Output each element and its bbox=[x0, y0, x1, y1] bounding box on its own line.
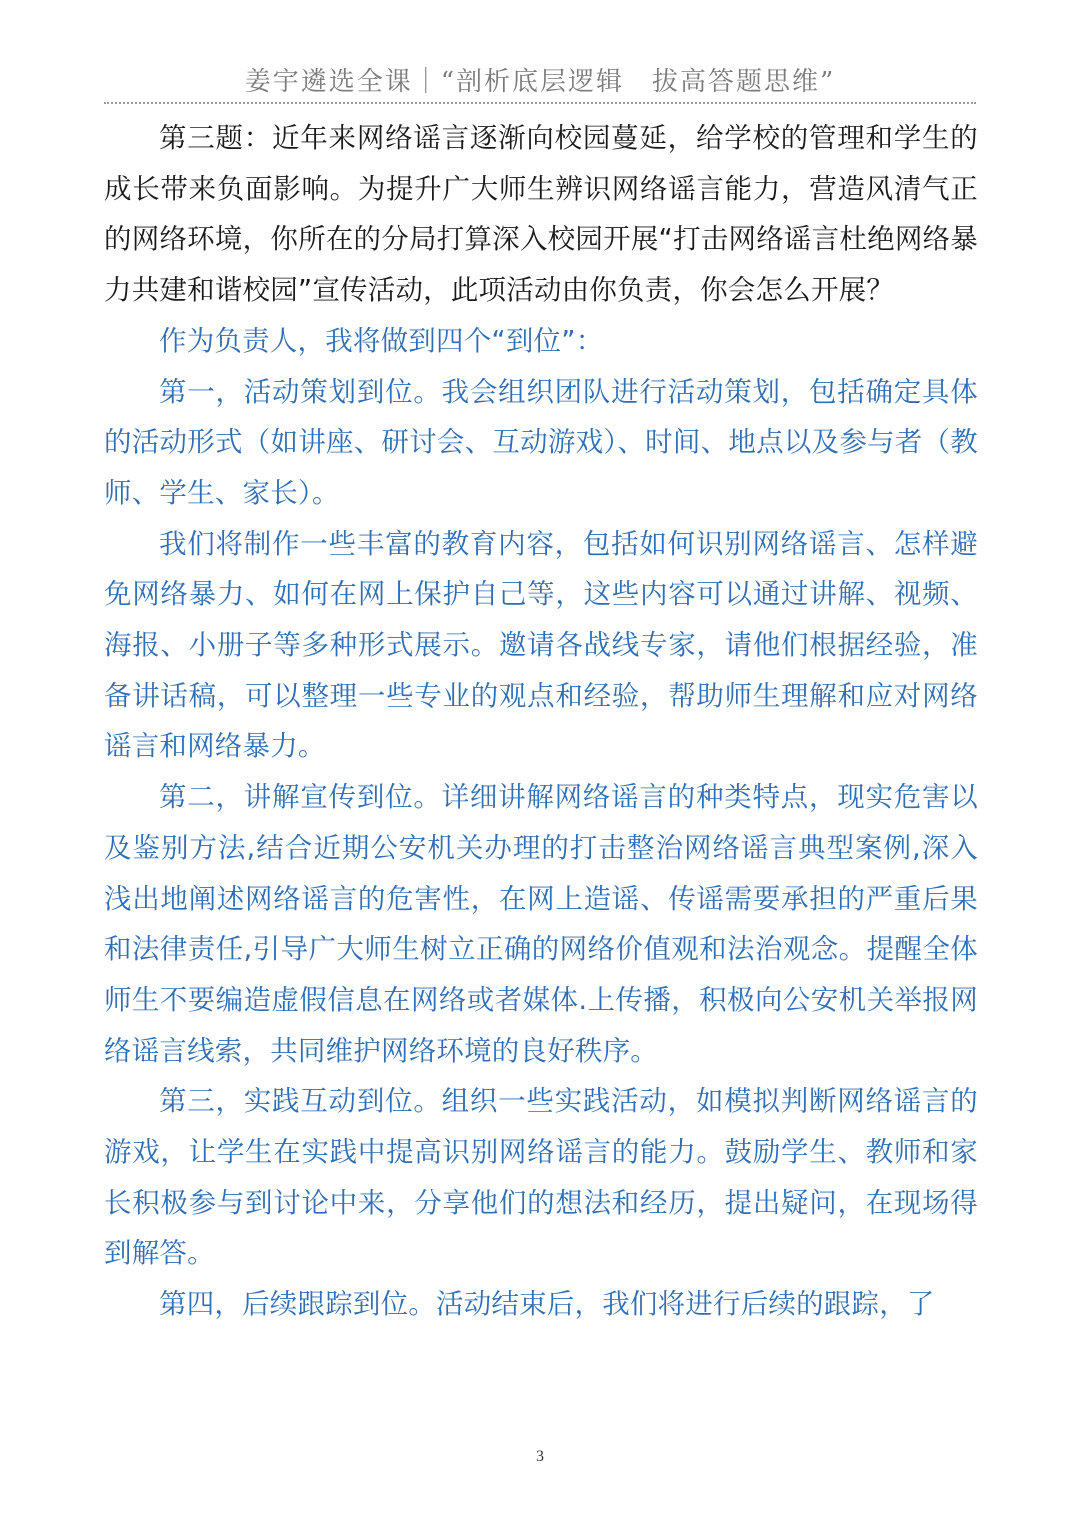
page-header: 姜宇遴选全课｜“剖析底层逻辑 拔高答题思维” bbox=[244, 67, 836, 97]
answer-intro-paragraph: 作为负责人，我将做到四个“到位”： bbox=[159, 324, 604, 357]
header-divider bbox=[104, 102, 976, 104]
page-number: 3 bbox=[536, 1448, 544, 1465]
document-body bbox=[104, 113, 978, 1330]
answer-paragraph-1: 第一，活动策划到位。我会组织团队进行活动策划，包括确定具体的活动形式（如讲座、研讨会、互动游戏）、时间、地点以及参与者（教师、学生、家长）。 bbox=[104, 375, 978, 509]
answer-paragraph-2: 我们将制作一些丰富的教育内容，包括如何识别网络谣言、怎样避免网络暴力、如何在网上保护自己等，这些内容可以通过讲解、视频、海报、小册子等多种形式展示。邀请各战线专家，请他们根据经验，准备讲话稿，可以整理一些专业的观点和经验，帮助师生理解和应对网络谣言和网络暴力。 bbox=[104, 527, 978, 763]
question-paragraph: 第三题：近年来网络谣言逐渐向校园蔓延，给学校的管理和学生的成长带来负面影响。为提升广大师生辨识网络谣言能力，营造风清气正的网络环境，你所在的分局打算深入校园开展“打击网络谣言杜绝网络暴力共建和谐校园”宣传活动，此项活动由你负责，你会怎么开展？ bbox=[104, 122, 978, 307]
answer-paragraph-4: 第三，实践互动到位。组织一些实践活动，如模拟判断网络谣言的游戏，让学生在实践中提高识别网络谣言的能力。鼓励学生、教师和家长积极参与到讨论中来，分享他们的想法和经历，提出疑问，在现场得到解答。 bbox=[104, 1085, 978, 1270]
answer-paragraph-3: 第二，讲解宣传到位。详细讲解网络谣言的种类特点，现实危害以及鉴别方法,结合近期公安机关办理的打击整治网络谣言典型案例,深入浅出地阐述网络谣言的危害性，在网上造谣、传谣需要承担的严重后果和法律责任,引导广大师生树立正确的网络价值观和法治观念。提醒全体师生不要编造虚假信息在网络或者媒体.上传播，积极向公安机关举报网络谣言线索，共同维护网络环境的良好秩序。 bbox=[104, 781, 978, 1067]
answer-paragraph-5: 第四，后续跟踪到位。活动结束后，我们将进行后续的跟踪，了 bbox=[159, 1288, 935, 1321]
